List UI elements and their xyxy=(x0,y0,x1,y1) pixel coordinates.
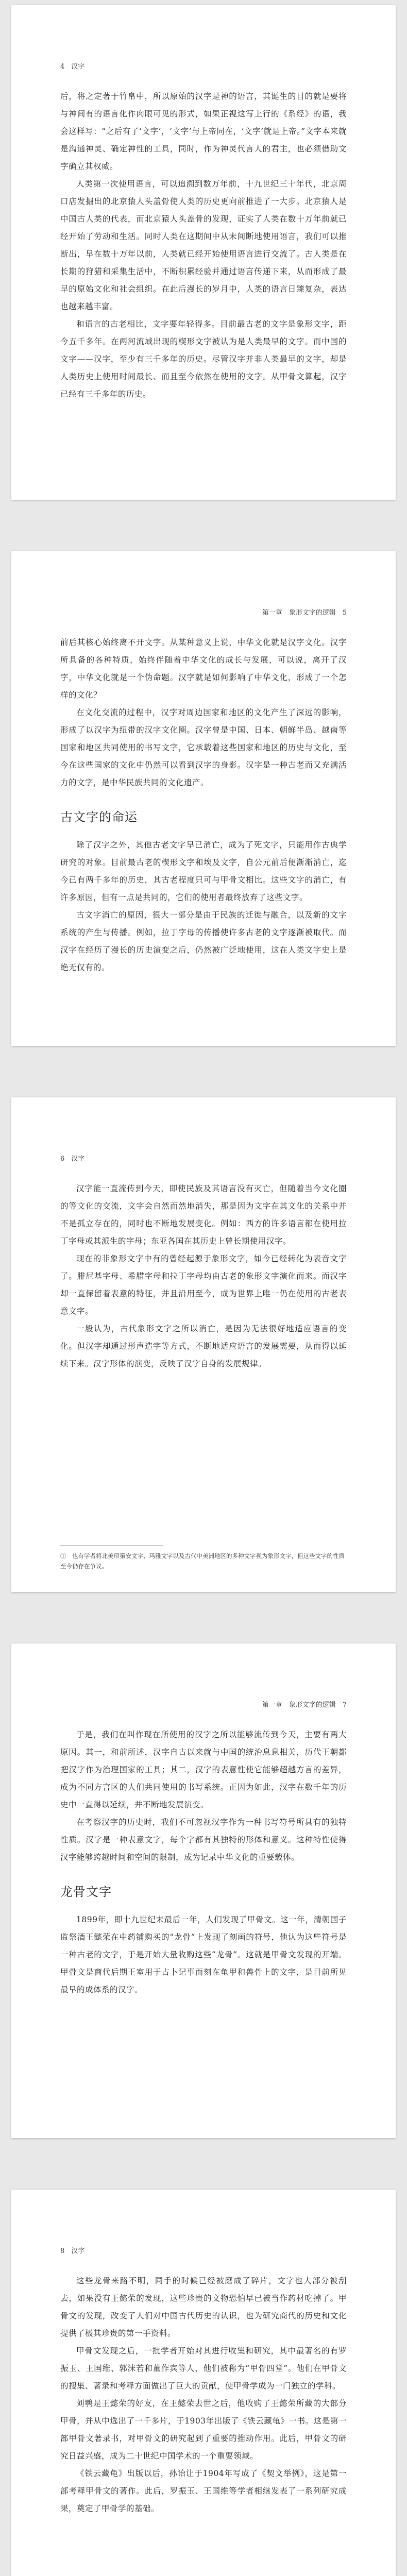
paragraph: 在考察汉字的历史时，我们不可忽视汉字作为一种书写符号所具有的独特性质。汉字是一种表意文字，每个字都有其独特的形体和意义。这种特性使得汉字能够跨越时间和空间的限制，成为记录中华文化的重要载体。 xyxy=(60,1818,347,1862)
paragraph: 于是，我们在叫作现在所使用的汉字之所以能够流传到今天，主要有两大原因。其一，和前所述，汉字自古以来就与中国的统治息息相关，历代王朝都把汉字作为治理国家的工具；其二，汉字的表意性使它能够超越方言的差异，成为不同方言区的人们共同使用的书写系统。正因为如此，汉字在数千年的历史中一直得以延续，并不断地发展演变。 xyxy=(60,1730,347,1809)
book-page-3 xyxy=(11,1097,396,1592)
book-page-2 xyxy=(11,551,396,1046)
page-header: 第一章 象形文字的逻辑 7 xyxy=(262,1701,347,1709)
page-header: 第一章 象形文字的逻辑 5 xyxy=(262,609,347,617)
book-page-5 xyxy=(11,2190,396,2576)
page-header: 8 汉字 xyxy=(60,2247,85,2255)
paragraph: 前后其核心始终离不开文字。从某种意义上说，中华文化就是汉字文化。汉字所具备的各种特质，始终伴随着中华文化的成长与发展，可以说，离开了汉字，中华文化就是一个伪命题。汉字就是如何影响了中华文化，形成了一个怎样的文化？ xyxy=(60,638,347,700)
section-title: 古文字的命运 xyxy=(60,810,138,824)
page-header: 6 汉字 xyxy=(60,1155,85,1163)
book-page-1 xyxy=(11,5,396,500)
page-body xyxy=(60,1180,347,1372)
page-body xyxy=(60,2272,347,2517)
page-body xyxy=(60,88,347,403)
paragraph: 在文化交流的过程中，汉字对周边国家和地区的文化产生了深远的影响，形成了以汉字为纽带的汉字文化圈。汉字曾是中国、日本、朝鲜半岛、越南等国家和地区共同使用的书写文字，它承载着这些国家和地区的历史与文化，至今在这些国家的文化中仍然可以看到汉字的身影。汉字是一种古老而又充满活力的文字，是中华民族共同的文化遗产。 xyxy=(60,708,347,787)
book-page-4 xyxy=(11,1643,396,2138)
paragraph: 一般认为，古代象形文字之所以消亡，是因为无法很好地适应语言的变化。但汉字却通过形声造字等方式，不断地适应语言的发展需要，从而得以延续下来。汉字形体的演变，反映了汉字自身的发展规律。 xyxy=(60,1324,347,1368)
page-body xyxy=(60,634,347,976)
paragraph: 1899年，即十九世纪末最后一年，人们发现了甲骨文。这一年，清朝国子监祭酒王懿荣在中药铺购买的“龙骨”上发现了刻画的符号，他认为这些符号是一种古老的文字，于是开始大量收购这些“龙骨”。这就是甲骨文发现的开端。甲骨文是商代后期王室用于占卜记事而刻在龟甲和兽骨上的文字，是目前所见最早的成体系的汉字。 xyxy=(60,1915,347,1994)
page-header: 4 汉字 xyxy=(60,63,85,71)
paragraph: 和语言的古老相比，文字要年轻得多。目前最古老的文字是象形文字，距今五千多年。在两河流域出现的楔形文字被认为是人类最早的文字。而中国的文字——汉字，至少有三千多年的历史。尽管汉字并非人类最早的文字，却是人类历史上使用时间最长、而且至今依然在使用的文字。从甲骨文算起，汉字已经有三千多年的历史。 xyxy=(60,319,347,399)
paragraph: 人类第一次使用语言，可以追溯到数万年前，十九世纪三十年代，北京周口店发掘出的北京猿人头盖骨使人类的历史更向前推进了一大步。北京猿人是中国古人类的代表，而北京猿人头盖骨的发现，证实了人类在数十万年前就已经开始了劳动和生活。同时人类在这期间中从未间断地使用语言，我们可以推断出，早在数十万年以前，人类就已经开始使用语言进行交流了。古人类是在长期的狩猎和采集生活中，不断积累经验并通过语言传递下来，从而形成了最早的原始文化和社会组织。在此后漫长的岁月中，人类的语言日臻复杂，表达也越来越丰富。 xyxy=(60,179,347,311)
paragraph: 汉字能一直流传到今天，即使民族及其语言没有灭亡，但随着当今文化圈的等文化的交流，文字会自然而然地消失，那是因为文字在其文化的关系中并不是孤立存在的，同时也不断地发展变化。例如：西方的许多语言都在使用拉丁字母或其派生的字母；东亚各国在其历史上曾长期使用汉字。 xyxy=(60,1184,347,1246)
paragraph: 古文字消亡的原因，很大一部分是由于民族的迁徙与融合，以及新的文字系统的产生与传播。例如，拉丁字母的传播使许多古老的文字逐渐被取代。而汉字在经历了漫长的历史演变之后，仍然被广泛地使用，这在人类文字史上是绝无仅有的。 xyxy=(60,910,347,972)
paragraph: 除了汉字之外，其他古老文字早已消亡，成为了死文字，只能用作古典学研究的对象。目前最古老的楔形文字和埃及文字，自公元前后便渐渐消亡，迄今已有两千多年的历史，其古老程度只可与甲骨文相比。这些文字的消亡，有许多原因，但有一点是共同的，它们的使用者最终放弃了这些文字。 xyxy=(60,840,347,902)
paragraph: 刘鹗是王懿荣的好友，在王懿荣去世之后，他收购了王懿荣所藏的大部分甲骨，并从中选出了一千多片，于1903年出版了《铁云藏龟》一书。这是第一部甲骨文著录书，对甲骨文的研究起到了重要的推动作用。此后，甲骨文的研究日益兴盛，成为二十世纪中国学术的一个重要领域。 xyxy=(60,2399,347,2461)
paragraph: 现在的非象形文字中有的曾经起源于象形文字，如今已经转化为表音文字了。腓尼基字母、希腊字母和拉丁字母均由古老的象形文字演化而来。而汉字却一直保留着表意的特征，并且沿用至今，成为世界上唯一仍在使用的古老表意文字。 xyxy=(60,1254,347,1316)
page-body xyxy=(60,1726,347,1998)
footnote: ① 也有学者将北美印第安文字、玛雅文字以及古代中美洲地区的多种文字视为象形文字，但这些文字的性质至今仍存在争议。 xyxy=(60,1552,345,1570)
section-title: 龙骨文字 xyxy=(60,1885,112,1899)
paragraph: 后，将之定著于竹帛中，所以原始的汉字是神的语言，其诞生的目的就是要将与神间有的语言化作肉眼可见的形式，如果正视这写上行的《系经》的语，我会这样写：“之后有了‘文字’，‘文字’与上帝同在，‘文字’就是上帝。”文字本来就是沟通神灵、确定神性的工具，同时，作为神灵代言人的君主，也必须借助文字确立其权威。 xyxy=(60,92,347,171)
paragraph: 甲骨文发现之后，一批学者开始对其进行收集和研究，其中最著名的有罗振玉、王国维、郭沫若和董作宾等人，他们被称为“甲骨四堂”。他们在甲骨文的搜集、著录和考释方面做出了巨大的贡献，使甲骨学成为一门独立的学科。 xyxy=(60,2346,347,2391)
paragraph: 《铁云藏龟》出版以后，孙诒让于1904年写成了《契文举例》，这是第一部考释甲骨文的著作。此后，罗振玉、王国维等学者相继发表了一系列研究成果，奠定了甲骨学的基础。 xyxy=(60,2469,347,2513)
paragraph: 这些龙骨来路不明，同手的时候已经被磨成了碎片，文字也大部分被刮去，如果没有王懿荣的发现，这些珍贵的文物恐怕早已被当作药材吃掉了。甲骨文的发现，改变了人们对中国古代历史的认识，也为研究商代的历史和文化提供了极其珍贵的第一手资料。 xyxy=(60,2276,347,2338)
